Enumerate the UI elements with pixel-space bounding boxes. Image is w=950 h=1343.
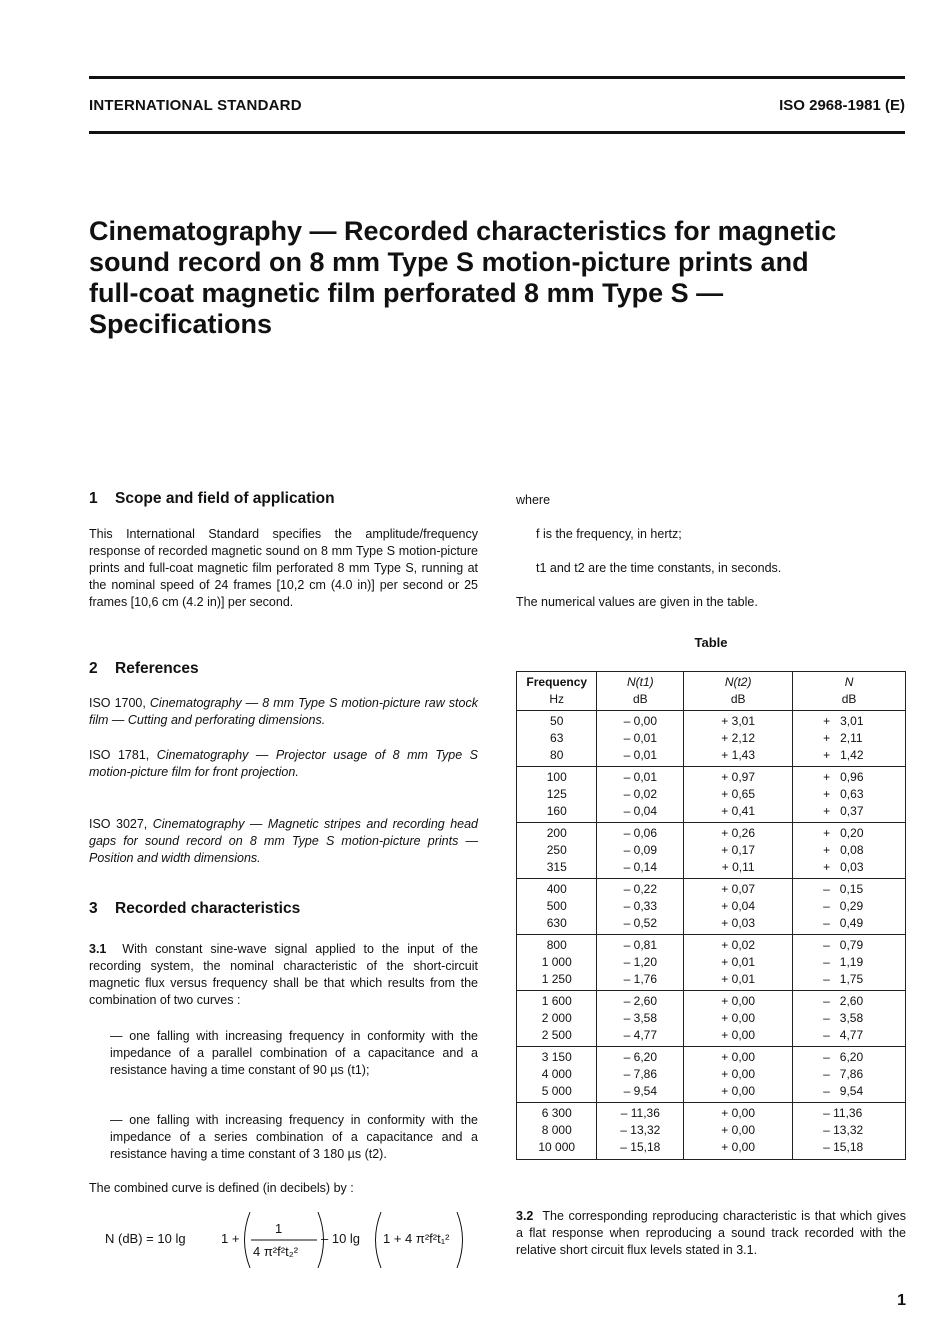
table-row: [517, 842, 906, 859]
cell-n: – 1,75: [793, 971, 906, 991]
title-line-3: full-coat magnetic film perforated 8 mm Type S —: [89, 278, 724, 308]
formula-minus: – 10 lg: [321, 1231, 361, 1246]
cell-n: + 0,20: [793, 823, 906, 843]
cell-n: + 0,08: [793, 842, 906, 859]
cell-frequency: 2 000: [517, 1010, 597, 1027]
table-row: [517, 823, 906, 843]
table-row: [517, 1027, 906, 1047]
cell-n-t2: + 0,01: [684, 954, 793, 971]
clause-3-1-number: 3.1: [89, 942, 107, 956]
cell-n-t2: + 3,01: [684, 711, 793, 731]
section-3-number: 3: [89, 900, 98, 917]
cell-frequency: 500: [517, 898, 597, 915]
section-3-title: Recorded characteristics: [115, 900, 301, 917]
cell-n-t2: + 0,65: [684, 786, 793, 803]
reference-title: Cinematography — Projector usage of 8 mm Type S motion-picture film for front projection.: [89, 748, 478, 779]
table-body: [517, 711, 906, 1160]
cell-n: – 7,86: [793, 1066, 906, 1083]
cell-n: – 13,32: [793, 1122, 906, 1139]
bullet-parallel-combination: — one falling with increasing frequency in conformity with the impedance of a parallel combination of a capacitance and a resistance having a time constant of 90 µs (t1);: [110, 1029, 478, 1077]
table-row: [517, 991, 906, 1011]
table-row: [517, 786, 906, 803]
unit-db: dB: [793, 691, 906, 711]
title-line-2: sound record on 8 mm Type S motion-picture prints and: [89, 247, 809, 277]
combined-curve-text: The combined curve is defined (in decibels) by :: [89, 1181, 354, 1195]
cell-n-t1: – 7,86: [597, 1066, 684, 1083]
cell-n-t2: + 0,41: [684, 803, 793, 823]
column-header-n-t2: N(t2): [684, 672, 793, 692]
cell-n-t1: – 11,36: [597, 1103, 684, 1123]
cell-n-t1: – 0,06: [597, 823, 684, 843]
reference-title: Cinematography — 8 mm Type S motion-picture raw stock film — Cutting and perforating dimensions.: [89, 696, 478, 727]
reference-id: ISO 3027,: [89, 817, 148, 831]
cell-n: – 4,77: [793, 1027, 906, 1047]
numerical-values-text: The numerical values are given in the table.: [516, 595, 758, 609]
cell-frequency: 8 000: [517, 1122, 597, 1139]
table-row: [517, 971, 906, 991]
section-2-number: 2: [89, 660, 98, 677]
cell-frequency: 63: [517, 730, 597, 747]
cell-n-t2: + 0,04: [684, 898, 793, 915]
cell-frequency: 125: [517, 786, 597, 803]
cell-n-t2: + 0,00: [684, 1083, 793, 1103]
table-row: [517, 1103, 906, 1123]
cell-n: – 9,54: [793, 1083, 906, 1103]
table-row: [517, 711, 906, 731]
cell-n: – 0,29: [793, 898, 906, 915]
reference-id: ISO 1700,: [89, 696, 146, 710]
cell-n-t2: + 0,03: [684, 915, 793, 935]
cell-n-t1: – 0,01: [597, 747, 684, 767]
column-header-frequency: Frequency: [517, 672, 597, 692]
reference-iso-1781: [89, 747, 478, 781]
cell-n-t2: + 0,02: [684, 935, 793, 955]
cell-n-t1: – 6,20: [597, 1047, 684, 1067]
table-row: [517, 730, 906, 747]
table-row: [517, 1066, 906, 1083]
cell-n-t1: – 1,20: [597, 954, 684, 971]
cell-n-t2: + 0,00: [684, 1066, 793, 1083]
cell-frequency: 100: [517, 767, 597, 787]
bullet-series-combination: — one falling with increasing frequency in conformity with the impedance of a series combination of a capacitance and a resistance having a time constant of 3 180 µs (t2).: [110, 1113, 478, 1161]
header-rule-bottom: [89, 131, 905, 134]
cell-n-t1: – 0,00: [597, 711, 684, 731]
cell-n: + 2,11: [793, 730, 906, 747]
cell-n: – 15,18: [793, 1139, 906, 1160]
header-left: INTERNATIONAL STANDARD: [89, 97, 302, 114]
section-1-heading: [89, 490, 335, 507]
cell-n-t2: + 0,00: [684, 1103, 793, 1123]
unit-db: dB: [684, 691, 793, 711]
cell-n-t2: + 0,11: [684, 859, 793, 879]
header-right: ISO 2968-1981 (E): [779, 97, 905, 114]
cell-frequency: 800: [517, 935, 597, 955]
table-row: [517, 935, 906, 955]
section-3-heading: [89, 900, 300, 917]
title-line-4: Specifications: [89, 309, 273, 339]
formula-lhs: N (dB) = 10 lg: [105, 1231, 186, 1246]
cell-frequency: 400: [517, 879, 597, 899]
reference-iso-1700: [89, 695, 478, 729]
table-row: [517, 1010, 906, 1027]
formula-denominator: 4 π²f²t₂²: [253, 1244, 299, 1259]
cell-n: – 0,79: [793, 935, 906, 955]
cell-frequency: 6 300: [517, 1103, 597, 1123]
cell-frequency: 3 150: [517, 1047, 597, 1067]
cell-n: – 0,15: [793, 879, 906, 899]
table-row: [517, 898, 906, 915]
table-row: [517, 879, 906, 899]
column-header-n: N: [793, 672, 906, 692]
definition-t: t1 and t2 are the time constants, in seconds.: [536, 561, 782, 575]
table-row: [517, 1083, 906, 1103]
cell-n: + 1,42: [793, 747, 906, 767]
frequency-table: [516, 671, 906, 1160]
cell-n-t1: – 0,22: [597, 879, 684, 899]
clause-3-2-text: The corresponding reproducing characteristic is that which gives a flat response when reproducing a sound track recorded with the relative short circuit flux levels stated in 3.1.: [516, 1209, 906, 1257]
cell-n-t1: – 0,52: [597, 915, 684, 935]
reference-iso-3027: [89, 816, 478, 867]
cell-n-t1: – 2,60: [597, 991, 684, 1011]
cell-n: – 6,20: [793, 1047, 906, 1067]
reference-title: Cinematography — Magnetic stripes and recording head gaps for sound record on 8 mm Type S motion-picture prints — Position and width dimensions.: [89, 817, 478, 865]
cell-frequency: 50: [517, 711, 597, 731]
cell-n-t2: + 0,00: [684, 1027, 793, 1047]
clause-3-2: [516, 1208, 906, 1259]
cell-n-t2: + 0,00: [684, 1047, 793, 1067]
cell-frequency: 200: [517, 823, 597, 843]
cell-n-t1: – 15,18: [597, 1139, 684, 1160]
table-row: [517, 1122, 906, 1139]
cell-frequency: 160: [517, 803, 597, 823]
cell-n-t2: + 0,97: [684, 767, 793, 787]
table-row: [517, 767, 906, 787]
cell-n-t1: – 0,09: [597, 842, 684, 859]
cell-n-t1: – 0,02: [597, 786, 684, 803]
cell-frequency: 80: [517, 747, 597, 767]
formula-one-plus: 1 +: [221, 1231, 240, 1246]
cell-frequency: 1 250: [517, 971, 597, 991]
cell-n: + 3,01: [793, 711, 906, 731]
cell-n-t2: + 1,43: [684, 747, 793, 767]
formula-second-term: 1 + 4 π²f²t₁²: [383, 1231, 450, 1246]
section-2-heading: [89, 660, 199, 677]
cell-n: – 3,58: [793, 1010, 906, 1027]
header-rule-top: [89, 76, 905, 79]
cell-n-t1: – 3,58: [597, 1010, 684, 1027]
table-row: [517, 747, 906, 767]
cell-n-t1: – 0,14: [597, 859, 684, 879]
cell-n-t1: – 0,01: [597, 730, 684, 747]
cell-n-t2: + 0,26: [684, 823, 793, 843]
cell-n-t1: – 4,77: [597, 1027, 684, 1047]
cell-n-t1: – 0,81: [597, 935, 684, 955]
cell-n: + 0,03: [793, 859, 906, 879]
table-row: [517, 859, 906, 879]
cell-n-t2: + 0,07: [684, 879, 793, 899]
cell-n-t2: + 0,00: [684, 1139, 793, 1160]
clause-3-1-text: With constant sine-wave signal applied to the input of the recording system, the nominal characteristic of the short-circuit magnetic flux versus frequency shall be that which results from the combination of two curves :: [89, 942, 478, 1007]
cell-n-t2: + 0,00: [684, 991, 793, 1011]
cell-n: + 0,37: [793, 803, 906, 823]
cell-frequency: 5 000: [517, 1083, 597, 1103]
table-row: [517, 915, 906, 935]
cell-frequency: 250: [517, 842, 597, 859]
cell-n-t2: + 2,12: [684, 730, 793, 747]
reference-id: ISO 1781,: [89, 748, 150, 762]
formula-numerator: 1: [275, 1221, 283, 1236]
clause-3-2-number: 3.2: [516, 1209, 534, 1223]
cell-n: – 1,19: [793, 954, 906, 971]
clause-3-1: [89, 941, 478, 1009]
column-header-n-t1: N(t1): [597, 672, 684, 692]
section-2-title: References: [115, 660, 199, 677]
cell-frequency: 4 000: [517, 1066, 597, 1083]
unit-db: dB: [597, 691, 684, 711]
title-line-1: Cinematography — Recorded characteristics for magnetic: [89, 216, 837, 246]
table-row: [517, 954, 906, 971]
cell-n-t1: – 9,54: [597, 1083, 684, 1103]
cell-n-t1: – 13,32: [597, 1122, 684, 1139]
page-number: 1: [897, 1292, 906, 1309]
table-row: [517, 803, 906, 823]
cell-n: + 0,63: [793, 786, 906, 803]
table-row: [517, 1047, 906, 1067]
cell-n-t1: – 0,33: [597, 898, 684, 915]
cell-n-t2: + 0,17: [684, 842, 793, 859]
formula: [105, 1210, 485, 1270]
cell-frequency: 2 500: [517, 1027, 597, 1047]
section-1-number: 1: [89, 490, 98, 507]
cell-n-t1: – 0,01: [597, 767, 684, 787]
unit-hz: Hz: [517, 691, 597, 711]
cell-n-t1: – 0,04: [597, 803, 684, 823]
cell-frequency: 1 600: [517, 991, 597, 1011]
cell-n-t2: + 0,01: [684, 971, 793, 991]
definition-f: f is the frequency, in hertz;: [536, 527, 682, 541]
cell-frequency: 1 000: [517, 954, 597, 971]
cell-frequency: 10 000: [517, 1139, 597, 1160]
cell-frequency: 630: [517, 915, 597, 935]
table-title: Table: [694, 635, 728, 650]
where-text: where: [516, 493, 551, 507]
cell-n-t1: – 1,76: [597, 971, 684, 991]
cell-n: + 0,96: [793, 767, 906, 787]
section-1-text: This International Standard specifies the amplitude/frequency response of recorded magnetic sound on 8 mm Type S motion-picture prints and full-coat magnetic film perforated 8 mm Type S, running at the nominal speed of 24 frames [10,2 cm (4.0 in)] per second or 25 frames [10,6 cm (4.2 in)] per second.: [89, 527, 478, 609]
cell-n: – 0,49: [793, 915, 906, 935]
document-title: [89, 216, 919, 340]
section-1-title: Scope and field of application: [115, 490, 335, 507]
cell-n: – 11,36: [793, 1103, 906, 1123]
cell-frequency: 315: [517, 859, 597, 879]
cell-n-t2: + 0,00: [684, 1122, 793, 1139]
table-row: [517, 1139, 906, 1160]
cell-n: – 2,60: [793, 991, 906, 1011]
cell-n-t2: + 0,00: [684, 1010, 793, 1027]
